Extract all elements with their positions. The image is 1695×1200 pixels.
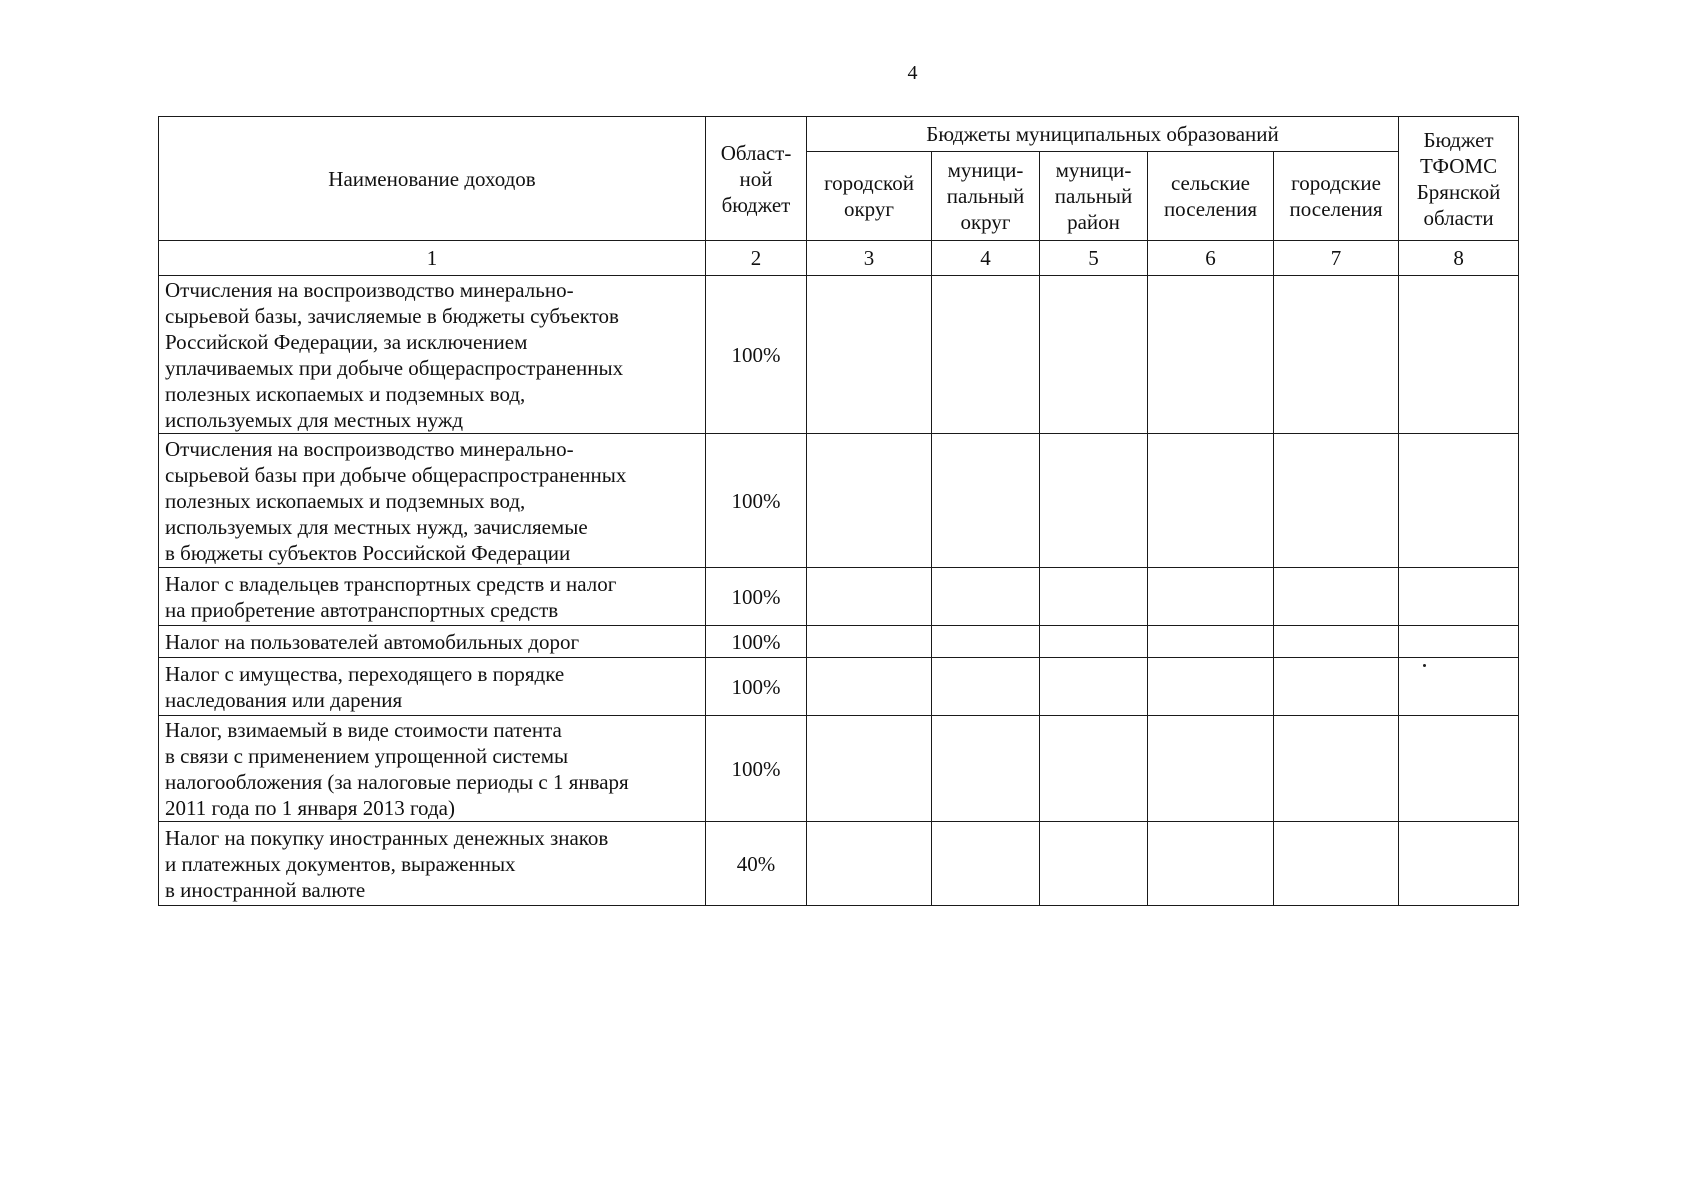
- table-body: [159, 276, 1519, 906]
- city-district-cell: [807, 276, 932, 434]
- municipal-okrug-cell: [932, 626, 1040, 658]
- income-name-cell: Налог с владельцев транспортных средств и налог на приобретение автотранспортных средств: [159, 568, 706, 626]
- municipal-rayon-cell: [1040, 434, 1148, 568]
- municipal-rayon-cell: [1040, 658, 1148, 716]
- municipal-rayon-cell: [1040, 822, 1148, 906]
- rural-settlements-cell: [1148, 568, 1274, 626]
- city-district-cell: [807, 658, 932, 716]
- municipal-rayon-cell: [1040, 626, 1148, 658]
- tfoms-cell: [1399, 716, 1519, 822]
- rural-settlements-cell: [1148, 626, 1274, 658]
- municipal-okrug-cell: [932, 568, 1040, 626]
- header-tfoms-budget: Бюджет ТФОМС Брянской области: [1399, 117, 1519, 241]
- header-income-name: Наименование доходов: [159, 117, 706, 241]
- table-row: [159, 626, 1519, 658]
- urban-settlements-cell: [1274, 568, 1399, 626]
- table-row: [159, 822, 1519, 906]
- urban-settlements-cell: [1274, 276, 1399, 434]
- tfoms-cell: [1399, 626, 1519, 658]
- table-row: [159, 716, 1519, 822]
- regional-budget-cell: 100%: [706, 276, 807, 434]
- city-district-cell: [807, 568, 932, 626]
- header-urban-settlements: городские поселения: [1274, 152, 1399, 241]
- column-number: 7: [1274, 241, 1399, 276]
- column-number: 4: [932, 241, 1040, 276]
- urban-settlements-cell: [1274, 822, 1399, 906]
- urban-settlements-cell: [1274, 434, 1399, 568]
- income-name-cell: Отчисления на воспроизводство минерально- сырьевой базы при добыче общераспространенных полезных ископаемых и подземных вод, используемых для местных нужд, зачисляемые в бюджеты субъектов Российской Федерации: [159, 434, 706, 568]
- income-name-cell: Отчисления на воспроизводство минерально- сырьевой базы, зачисляемые в бюджеты субъектов Российской Федерации, за исключением уплачиваемых при добыче общераспространенных полезных ископаемых и подземных вод, используемых для местных нужд: [159, 276, 706, 434]
- column-number: 6: [1148, 241, 1274, 276]
- column-number: 1: [159, 241, 706, 276]
- column-number: 8: [1399, 241, 1519, 276]
- city-district-cell: [807, 626, 932, 658]
- income-name-cell: Налог с имущества, переходящего в порядке наследования или дарения: [159, 658, 706, 716]
- income-name-cell: Налог, взимаемый в виде стоимости патента в связи с применением упрощенной системы налогообложения (за налоговые периоды с 1 января 2011 года по 1 января 2013 года): [159, 716, 706, 822]
- regional-budget-cell: 100%: [706, 626, 807, 658]
- municipal-okrug-cell: [932, 434, 1040, 568]
- column-number: 5: [1040, 241, 1148, 276]
- income-distribution-table: [158, 116, 1519, 906]
- urban-settlements-cell: [1274, 626, 1399, 658]
- tfoms-cell: [1399, 276, 1519, 434]
- municipal-rayon-cell: [1040, 568, 1148, 626]
- municipal-rayon-cell: [1040, 716, 1148, 822]
- rural-settlements-cell: [1148, 276, 1274, 434]
- urban-settlements-cell: [1274, 716, 1399, 822]
- tfoms-cell: [1399, 658, 1519, 716]
- urban-settlements-cell: [1274, 658, 1399, 716]
- regional-budget-cell: 100%: [706, 658, 807, 716]
- scan-dot: [1423, 664, 1426, 667]
- table-header-row: [159, 117, 1519, 152]
- header-municipal-okrug: муници- пальный округ: [932, 152, 1040, 241]
- header-city-district: городской округ: [807, 152, 932, 241]
- municipal-okrug-cell: [932, 658, 1040, 716]
- header-municipal-budgets: Бюджеты муниципальных образований: [807, 117, 1399, 152]
- rural-settlements-cell: [1148, 716, 1274, 822]
- rural-settlements-cell: [1148, 658, 1274, 716]
- page-number: 4: [907, 62, 918, 84]
- header-regional-budget: Област- ной бюджет: [706, 117, 807, 241]
- regional-budget-cell: 100%: [706, 568, 807, 626]
- column-number: 2: [706, 241, 807, 276]
- municipal-rayon-cell: [1040, 276, 1148, 434]
- rural-settlements-cell: [1148, 434, 1274, 568]
- municipal-okrug-cell: [932, 276, 1040, 434]
- header-rural-settlements: сельские поселения: [1148, 152, 1274, 241]
- column-number-row: [159, 241, 1519, 276]
- municipal-okrug-cell: [932, 716, 1040, 822]
- table-row: [159, 434, 1519, 568]
- rural-settlements-cell: [1148, 822, 1274, 906]
- city-district-cell: [807, 716, 932, 822]
- income-name-cell: Налог на пользователей автомобильных дорог: [159, 626, 706, 658]
- city-district-cell: [807, 434, 932, 568]
- income-name-cell: Налог на покупку иностранных денежных знаков и платежных документов, выраженных в иностранной валюте: [159, 822, 706, 906]
- table-row: [159, 568, 1519, 626]
- table-row: [159, 658, 1519, 716]
- tfoms-cell: [1399, 434, 1519, 568]
- header-municipal-rayon: муници- пальный район: [1040, 152, 1148, 241]
- regional-budget-cell: 100%: [706, 716, 807, 822]
- city-district-cell: [807, 822, 932, 906]
- column-number: 3: [807, 241, 932, 276]
- regional-budget-cell: 40%: [706, 822, 807, 906]
- regional-budget-cell: 100%: [706, 434, 807, 568]
- municipal-okrug-cell: [932, 822, 1040, 906]
- tfoms-cell: [1399, 568, 1519, 626]
- table-row: [159, 276, 1519, 434]
- tfoms-cell: [1399, 822, 1519, 906]
